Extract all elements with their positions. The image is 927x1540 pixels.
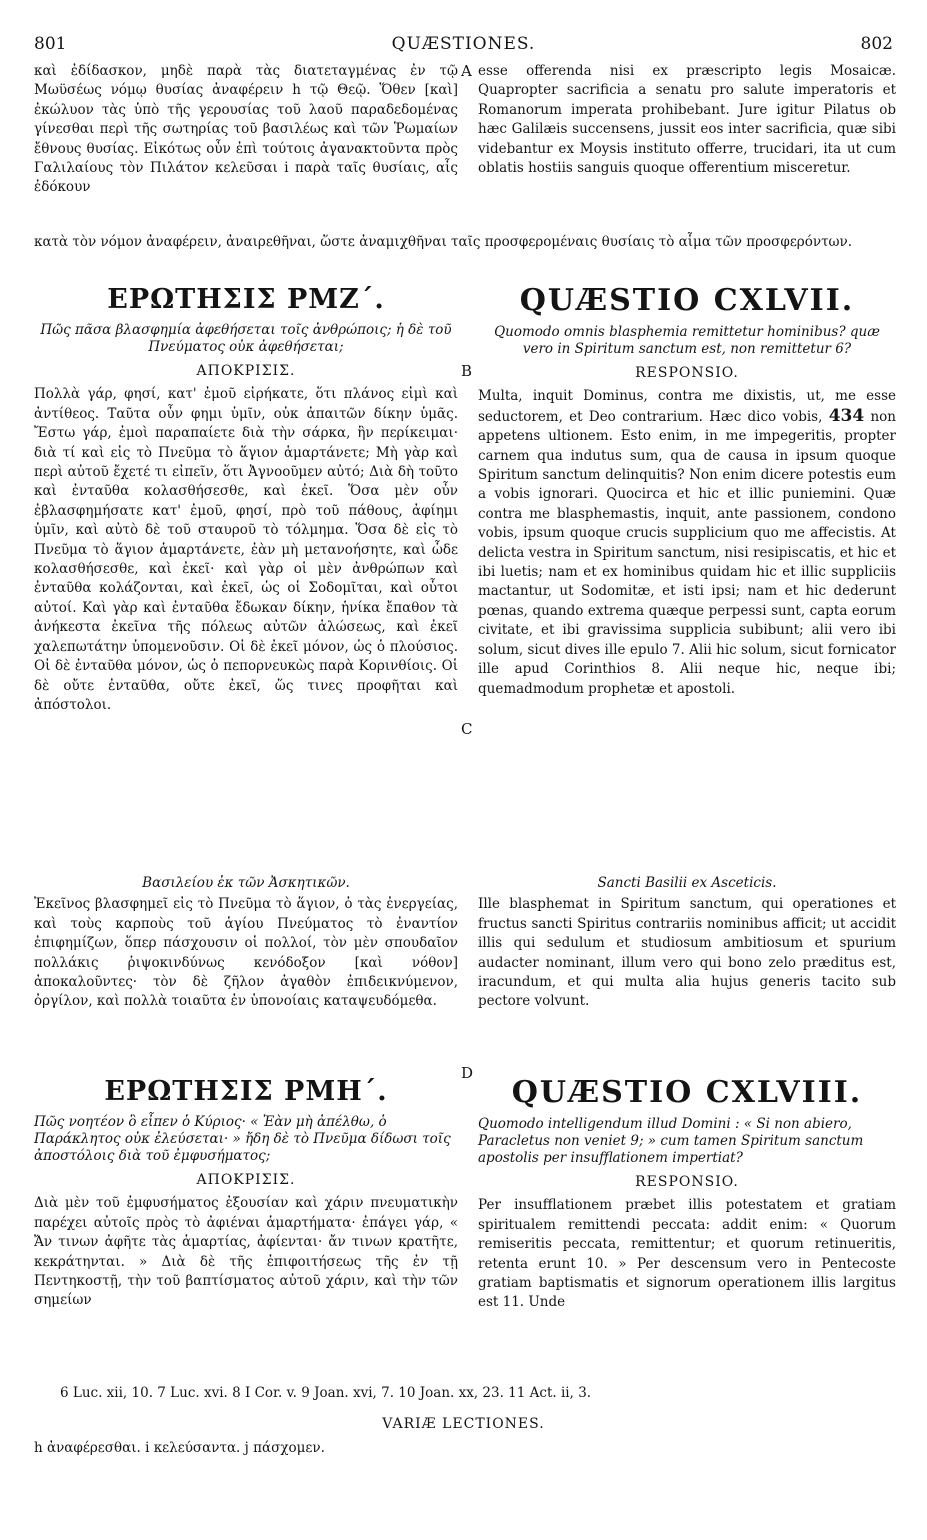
column-number-434: 434: [828, 405, 865, 426]
greek-basil-text: Ἐκεῖνος βλασφημεῖ εἰς τὸ Πνεῦμα τὸ ἅγιον, ὁ τὰς ἐνεργείας, καὶ τοὺς καρποὺς τοῦ ἁγίου Πνεύματος τὸ ἐναντίον ἐπιφημίζων, ὅπερ πάσχουσιν οἱ πολλοί, τὸν μὲν σπουδαῖον πολλάκις ῥιψοκινδύνως κενόδοξον [καὶ νόθον] ἀποκαλοῦντες· τὸν δὲ ζῆλον ἀγαθὸν ἐπιδεικνύμενον, ὀργίλον, καὶ πολλὰ τοιαῦτα ἐν ὑπονοίαις καταψευδόμεθα.: [34, 896, 458, 1010]
greek-question-text-148: Πῶς νοητέον ὃ εἶπεν ὁ Κύριος· « Ἐὰν μὴ ἀπέλθω, ὁ Παράκλητος οὐκ ἐλεύσεται· » ἤδη δὲ τὸ Πνεῦμα δίδωσι τοῖς ἀποστόλοις διὰ τοῦ ἐμφυσήματος;: [34, 1114, 451, 1164]
greek-column-q147: [34, 284, 458, 715]
latin-response-heading: RESPONSIO.: [635, 365, 739, 381]
greek-response-heading-148: ΑΠΟΚΡΙΣΙΣ.: [196, 1172, 296, 1188]
latin-response-part-1: Multa, inquit Dominus, contra me dixistis, ut, me esse seductorem, et Deo contrarium. Hæc dico vobis,: [478, 388, 896, 425]
greek-question-title: ΕΡΩΤΗΣΙΣ ΡΜΖ΄.: [107, 284, 385, 315]
greek-source-heading: Βασιλείου ἐκ τῶν Ἀσκητικῶν.: [142, 875, 350, 891]
latin-column-q148: [478, 1076, 896, 1313]
latin-question-text: Quomodo omnis blasphemia remittetur hominibus? quæ vero in Spiritum sanctum est, non remittetur 6?: [494, 324, 880, 357]
latin-response-part-2: non appetens ultionem. Esto enim, in me impegeritis, propter carnem qua indutus sum, qua de causa in ipsum quoque Spiritum sanctum delinquitis? Non enim dicere potestis eum a vobis ignorari. Quocirca et hic et illic puniemini. Quæ contra me blasphemastis, inquit, ante passionem, condono vobis, ipsum quoque crucis supplicium quo me affecistis. At delicta vestra in Spiritum sanctum, nisi resipiscatis, et hic et ibi luetis; nam et ex hominibus quidam hic et illic suppliciis mactantur, ut Sodomitæ, et isti ipsi; nam et hic dederunt pœnas, quando extrema quæque perpessi sunt, capta eorum civitate, et ibi gravissima supplicia subibunt; alii vero ibi solum, sicut dives ille epulo 7. Alii hic solum, sicut fornicator ille apud Corinthios 8. Alii neque hic, neque ibi; quemadmodum prophetæ et apostoli.: [478, 408, 896, 697]
running-head: [34, 34, 893, 58]
latin-response-heading-148: RESPONSIO.: [635, 1174, 739, 1190]
page-number-left: 801: [34, 34, 67, 54]
greek-column-basil: [34, 874, 458, 1012]
greek-question-title-148: ΕΡΩΤΗΣΙΣ ΡΜΗ΄.: [104, 1076, 388, 1107]
footnotes: 6 Luc. xii, 10. 7 Luc. xvi. 8 I Cor. v. 9 Joan. xvi, 7. 10 Joan. xx, 23. 11 Act. ii, 3.: [60, 1385, 592, 1401]
greek-column-q148: [34, 1076, 458, 1311]
margin-letter-b: B: [461, 362, 473, 380]
latin-column-top: [478, 62, 896, 178]
latin-response-text-148: Per insufflationem præbet illis potestatem et gratiam spiritualem remittendi peccata: addit enim: « Quorum remiseritis peccata, remittentur; et quorum retinueritis, retenta erunt 10. » Per descensum vero in Pentecoste gratiam baptismatis et signorum operationem illis largitus est 11. Unde: [478, 1197, 896, 1311]
latin-column-basil: [478, 874, 896, 1012]
margin-letter-c: C: [461, 720, 473, 738]
running-title: QUÆSTIONES.: [391, 34, 536, 54]
latin-response-text: [478, 387, 896, 699]
latin-column-q147: [478, 284, 896, 699]
greek-column-top: [34, 62, 458, 198]
latin-question-title: QUÆSTIO CXLVII.: [519, 283, 855, 318]
greek-response-heading: ΑΠΟΚΡΙΣΙΣ.: [196, 363, 296, 379]
margin-letter-d: D: [461, 1064, 474, 1082]
latin-source-heading: Sancti Basilii ex Asceticis.: [597, 875, 777, 891]
full-width-text: κατὰ τὸν νόμον ἀναφέρειν, ἀναιρεθῆναι, ὥστε ἀναμιχθῆναι ταῖς προσφερομέναις θυσίαις τὸ αἷμα τῶν προσφερόντων.: [34, 234, 853, 250]
greek-question-text: Πῶς πᾶσα βλασφημία ἀφεθήσεται τοῖς ἀνθρώποις; ἡ δὲ τοῦ Πνεύματος οὐκ ἀφεθήσεται;: [40, 322, 452, 355]
latin-question-text-148: Quomodo intelligendum illud Domini : « Si non abiero, Paracletus non veniet 9; » cum tamen Spiritum sanctum apostolis per insufflationem impertiat?: [478, 1116, 864, 1166]
latin-basil-text: Ille blasphemat in Spiritum sanctum, qui operationes et fructus sancti Spiritus contrariis nominibus afficit; ut accidit illis qui sedulum et studiosum ambitiosum et spurium audacter nominant, illum vero qui bono zelo præditus est, iracundum, et qui multa alia hujus generis tacito sub pectore volvunt.: [478, 896, 896, 1010]
greek-response-text-148: Διὰ μὲν τοῦ ἐμφυσήματος ἐξουσίαν καὶ χάριν πνευματικὴν παρέχει αὐτοῖς πρὸς τὸ ἀφιέναι ἁμαρτήματα· ἐπάγει γάρ, « Ἄν τινων ἀφῆτε τὰς ἁμαρτίας, ἀφίενται· ἄν τινων κρατῆτε, κεκράτηνται. » Διὰ δὲ τῆς ἐπιφοιτήσεως τῆς ἐν τῇ Πεντηκοστῇ, τὴν τοῦ βαπτίσματος αὐτοῦ χάριν, καὶ τὴν τῶν σημείων: [34, 1195, 458, 1309]
page-number-right: 802: [860, 34, 893, 54]
margin-letter-a: A: [461, 62, 472, 80]
variae-lectiones-title: VARIÆ LECTIONES.: [382, 1416, 545, 1432]
latin-top-text: esse offerenda nisi ex præscripto legis Mosaicæ. Quapropter sacrificia a senatu pro salute imperatoris et Romanorum imperata prohibebant. Jure igitur Pilatus ob hæc Galilæis succensens, jussit eos inter sacrificia, quæ sibi videbantur ex Moysis instituto offerre, trucidari, ita ut cum oblatis hostiis sanguis quoque offerentium misceretur.: [478, 63, 896, 177]
full-width-line: [34, 233, 896, 252]
latin-question-title-148: QUÆSTIO CXLVIII.: [511, 1075, 863, 1110]
greek-top-text: καὶ ἐδίδασκον, μηδὲ παρὰ τὰς διατεταγμένας ἐν τῷ Μωϋσέως νόμῳ θυσίας ἀναφέρειν h τῷ Θεῷ. Ὅθεν [καὶ] ἐκώλυον τὰς ὑπὸ τῆς γερουσίας τοῦ λαοῦ παραδεδομένας γίνεσθαι περὶ τῆς σωτηρίας τοῦ βασιλέως καὶ τῶν Ῥωμαίων ἔθνους θυσίας. Εἰκότως οὖν ἐπὶ τούτοις ἀγανακτοῦντα πρὸς Γαλιλαίους τὸν Πιλάτον κελεῦσαι i παρὰ ταῖς θυσίαις, αἷς ἐδόκουν: [34, 63, 458, 196]
variae-lectiones-text: h ἀναφέρεσθαι. i κελεύσαντα. j πάσχομεν.: [34, 1440, 325, 1456]
greek-response-text: Πολλὰ γάρ, φησί, κατ' ἐμοῦ εἰρήκατε, ὅτι πλάνος εἰμὶ καὶ ἀντίθεος. Ταῦτα οὖν φημι ὑμῖν, οὐκ ἀπαιτῶν δίκην ὑμᾶς. Ἔστω γάρ, ἐμοὶ παραπαίετε διὰ τὴν σάρκα, ἣν περίκειμαι· διὰ τί καὶ εἰς τὸ Πνεῦμα τὸ ἅγιον ἁμαρτάνετε; Μὴ γὰρ καὶ περὶ αὐτοῦ ἔχετέ τι εἰπεῖν, ὅτι Ἀγνοοῦμεν αὐτό; Διὰ δὴ τοῦτο καὶ ἐνταῦθα κολασθήσεσθε, καὶ ἐκεῖ. Ὅσα μὲν οὖν ἐβλασφημήσατε κατ' ἐμοῦ, φησί, πρὸ τοῦ πάθους, ἀφίημι ὑμῖν, καὶ αὐτὸ δὲ τοῦ σταυροῦ τὸ τόλμημα. Ὅσα δὲ εἰς τὸ Πνεῦμα τὸ ἅγιον ἁμαρτάνετε, ἐὰν μὴ μετανοήσητε, καὶ ὧδε κολασθήσεσθε, καὶ ἐκεῖ· καὶ γὰρ οἱ μὲν ἀνθρώπων καὶ ἐνταῦθα κολάζονται, καὶ ἐκεῖ, ὡς οἱ Σοδομῖται, καὶ οὗτοι αὐτοί. Καὶ γὰρ καὶ ἐνταῦθα ἔδωκαν δίκην, ἡνίκα ἔπαθον τὰ ἀνήκεστα ἐκεῖνα τῆς πόλεως αὐτῶν ἁλώσεως, καὶ ἐκεῖ χαλεπωτάτην ὑπομενοῦσιν. Οἱ δὲ ἐκεῖ μόνον, ὡς ὁ πλούσιος. Οἱ δὲ ἐνταῦθα μόνον, ὡς ὁ πεπορνευκὼς παρὰ Κορινθίοις. Οἱ δὲ οὔτε ἐνταῦθα, οὔτε ἐκεῖ, ὥς τινες προφῆται καὶ ἀπόστολοι.: [34, 386, 458, 713]
